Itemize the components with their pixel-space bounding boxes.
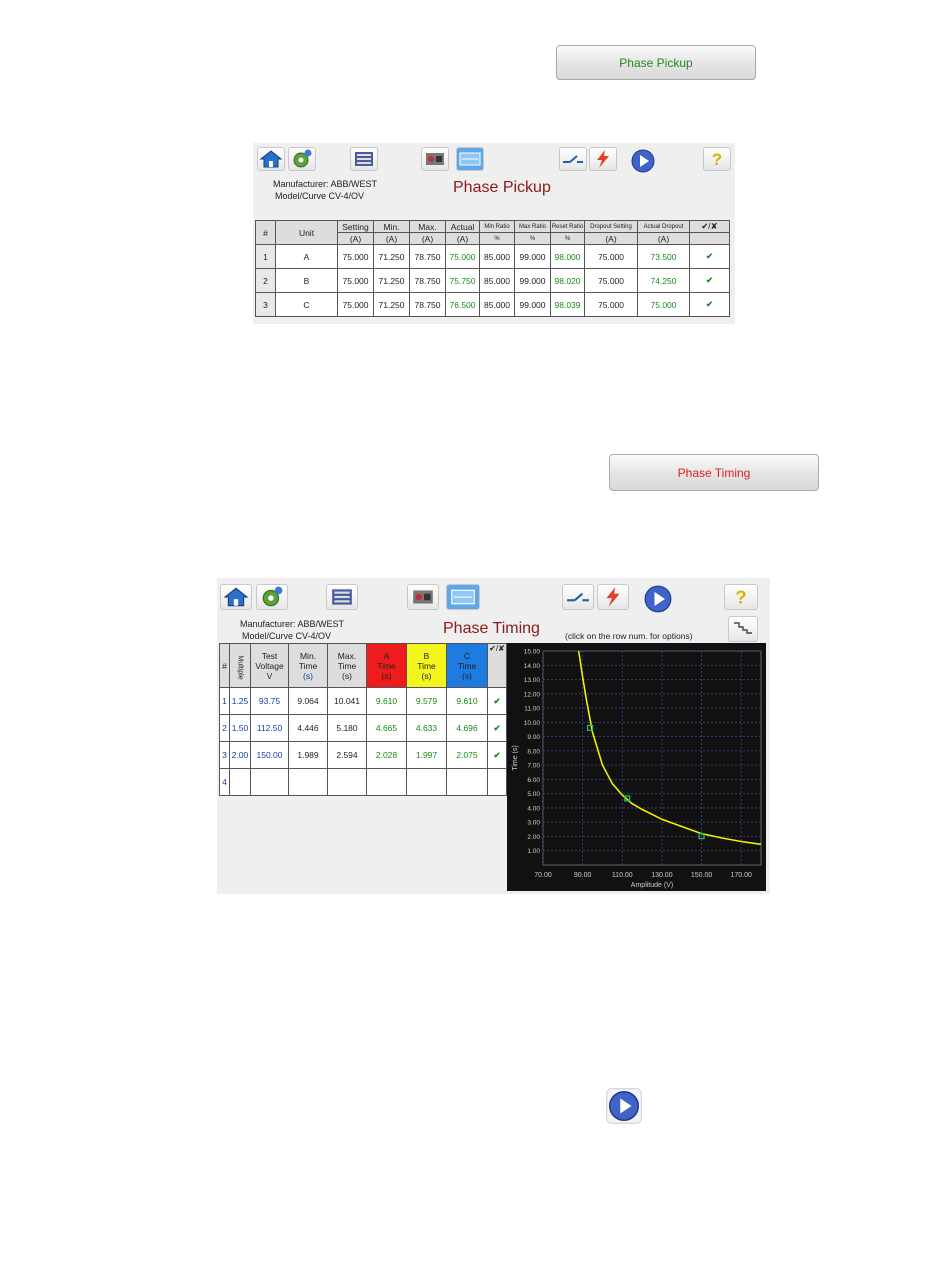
unit-max-ratio: % xyxy=(515,233,551,245)
row-num[interactable]: 3 xyxy=(256,293,276,317)
cell-min-ratio: 85.000 xyxy=(480,269,515,293)
cell-actual: 75.750 xyxy=(446,269,480,293)
table-row[interactable] xyxy=(220,769,507,796)
col-max-time xyxy=(328,644,367,688)
cell-b-time: 9.579 xyxy=(407,688,447,715)
col-c-time xyxy=(447,644,488,688)
x-axis-label: Amplitude (V) xyxy=(630,882,674,889)
help-icon xyxy=(730,586,752,608)
cell-actual-dropout: 75.000 xyxy=(638,293,690,317)
y-tick-label: 10.00 xyxy=(523,719,540,727)
unit-min: (A) xyxy=(374,233,410,245)
cell-voltage[interactable]: 112.50 xyxy=(251,715,289,742)
cell-b-time xyxy=(407,769,447,796)
cell-actual: 76.500 xyxy=(446,293,480,317)
cell-multiple[interactable]: 1.25 xyxy=(230,688,251,715)
cell-min-time: 9.064 xyxy=(289,688,328,715)
cell-c-time: 2.075 xyxy=(447,742,488,769)
unit-reset-ratio: % xyxy=(551,233,585,245)
contact-switch-icon xyxy=(562,151,584,167)
cell-a-time: 9.610 xyxy=(367,688,407,715)
y-tick-label: 8.00 xyxy=(527,748,540,756)
pass-check-icon: ✔ xyxy=(488,715,507,742)
unit-check xyxy=(690,233,730,245)
lightning-icon xyxy=(601,586,625,608)
cell-max-time: 10.041 xyxy=(328,688,367,715)
play-icon xyxy=(644,585,672,613)
cell-min: 71.250 xyxy=(374,269,410,293)
cell-min-ratio: 85.000 xyxy=(480,245,515,269)
manufacturer-label: Manufacturer: xyxy=(273,179,329,189)
y-tick-label: 6.00 xyxy=(527,776,540,784)
play-button[interactable] xyxy=(631,149,655,173)
report-button[interactable] xyxy=(326,584,358,610)
col-num: # xyxy=(256,221,276,245)
col-multiple-label: Multiple xyxy=(236,655,244,680)
phase-timing-panel xyxy=(217,578,770,894)
cell-setting[interactable]: 75.000 xyxy=(338,293,374,317)
manufacturer-value: ABB/WEST xyxy=(330,179,378,189)
y-tick-label: 11.00 xyxy=(524,705,540,713)
pass-check-icon: ✔ xyxy=(488,742,507,769)
table-row[interactable] xyxy=(220,715,507,742)
cell-voltage[interactable] xyxy=(251,769,289,796)
row-num[interactable]: 4 xyxy=(220,769,230,796)
col-unit: Unit xyxy=(276,221,338,245)
help-icon xyxy=(707,149,727,169)
header-line: Time xyxy=(337,660,357,671)
lightning-icon xyxy=(592,149,614,169)
svg-text:?: ? xyxy=(711,150,723,169)
cell-setting[interactable]: 75.000 xyxy=(338,269,374,293)
report-button[interactable] xyxy=(350,147,378,171)
settings-gear-icon xyxy=(291,149,313,169)
cell-min-ratio: 85.000 xyxy=(480,293,515,317)
manufacturer-info xyxy=(240,618,344,642)
col-max-ratio: Max Ratio xyxy=(515,221,551,233)
y-tick-label: 14.00 xyxy=(523,662,540,670)
header-line: Time xyxy=(298,660,318,671)
cell-min-time xyxy=(289,769,328,796)
header-line: B xyxy=(423,650,430,661)
unit-dropout-setting: (A) xyxy=(585,233,638,245)
cell-check xyxy=(488,769,507,796)
y-tick-label: 9.00 xyxy=(527,734,540,742)
col-test-voltage xyxy=(251,644,289,688)
cell-dropout-setting: 75.000 xyxy=(585,269,638,293)
row-num[interactable]: 3 xyxy=(220,742,230,769)
panel-title: Phase Timing xyxy=(443,620,540,637)
y-tick-label: 1.00 xyxy=(527,848,540,856)
x-tick-label: 170.00 xyxy=(730,872,752,879)
settings-button[interactable] xyxy=(256,584,288,610)
header-line: Time xyxy=(417,660,436,671)
col-num: # xyxy=(220,644,230,688)
header-line: (s) xyxy=(303,670,313,681)
cell-c-time: 9.610 xyxy=(447,688,488,715)
col-a-time xyxy=(367,644,407,688)
cell-max-time xyxy=(328,769,367,796)
pass-check-icon: ✔ xyxy=(690,245,730,269)
timing-curve-chart[interactable] xyxy=(507,643,766,891)
y-tick-label: 4.00 xyxy=(527,805,540,813)
svg-text:?: ? xyxy=(735,586,747,608)
row-num[interactable]: 2 xyxy=(256,269,276,293)
cell-b-time: 4.633 xyxy=(407,715,447,742)
col-check: ✔/✘ xyxy=(690,221,730,233)
test-set-button[interactable] xyxy=(407,584,439,610)
cell-voltage[interactable]: 93.75 xyxy=(251,688,289,715)
pickup-table xyxy=(255,220,730,317)
cell-max-ratio: 99.000 xyxy=(515,293,551,317)
cell-actual: 75.000 xyxy=(446,245,480,269)
settings-gear-icon xyxy=(260,586,284,608)
cell-actual-dropout: 73.500 xyxy=(638,245,690,269)
unit-max: (A) xyxy=(410,233,446,245)
header-line: Test xyxy=(261,650,278,661)
row-num[interactable]: 2 xyxy=(220,715,230,742)
cell-reset-ratio: 98.020 xyxy=(551,269,585,293)
panel-title: Phase Pickup xyxy=(453,179,551,196)
plot-area xyxy=(543,651,761,865)
cell-dropout-setting: 75.000 xyxy=(585,245,638,269)
cell-max-time: 2.594 xyxy=(328,742,367,769)
cell-min: 71.250 xyxy=(374,293,410,317)
phase-pickup-button-label: Phase Pickup xyxy=(619,55,693,70)
y-tick-label: 3.00 xyxy=(527,819,540,827)
cell-c-time: 4.696 xyxy=(447,715,488,742)
cell-max: 78.750 xyxy=(410,293,446,317)
cell-voltage[interactable]: 150.00 xyxy=(251,742,289,769)
cell-max: 78.750 xyxy=(410,245,446,269)
header-line: (s) xyxy=(421,670,432,681)
unit-actual-dropout: (A) xyxy=(638,233,690,245)
model-label: Model/Curve xyxy=(242,631,294,641)
phase-timing-button[interactable] xyxy=(609,454,819,491)
cell-min-time: 1.989 xyxy=(289,742,328,769)
cell-unit: B xyxy=(276,269,338,293)
phase-pickup-button[interactable] xyxy=(556,45,756,80)
col-b-time xyxy=(407,644,447,688)
home-button[interactable] xyxy=(257,147,285,171)
x-tick-label: 150.00 xyxy=(690,872,713,879)
y-axis-label: Time (s) xyxy=(512,745,519,771)
phase-config-button[interactable] xyxy=(456,147,484,171)
y-tick-label: 2.00 xyxy=(527,833,540,841)
cell-multiple[interactable]: 1.50 xyxy=(230,715,251,742)
header-line: V xyxy=(266,670,273,681)
x-tick-label: 90.00 xyxy=(573,872,592,879)
header-line: (s) xyxy=(381,670,392,681)
report-icon xyxy=(330,587,354,607)
cell-b-time: 1.997 xyxy=(407,742,447,769)
timing-curve-svg xyxy=(507,643,766,891)
timing-table xyxy=(219,643,507,796)
pass-check-icon: ✔ xyxy=(690,293,730,317)
contact-switch-icon xyxy=(566,588,590,606)
cell-min-time: 4.446 xyxy=(289,715,328,742)
col-dropout-setting: Dropout Setting xyxy=(585,221,638,233)
lightning-button[interactable] xyxy=(589,147,617,171)
table-row[interactable] xyxy=(256,293,730,317)
col-min-ratio: Min Ratio xyxy=(480,221,515,233)
cell-max-time: 5.180 xyxy=(328,715,367,742)
col-check: ✔/✘ xyxy=(488,644,507,688)
settings-button[interactable] xyxy=(288,147,316,171)
cell-reset-ratio: 98.039 xyxy=(551,293,585,317)
table-row[interactable] xyxy=(256,245,730,269)
phase-config-icon xyxy=(459,151,481,167)
manufacturer-info xyxy=(273,178,377,202)
y-tick-label: 5.00 xyxy=(527,791,540,799)
cell-c-time xyxy=(447,769,488,796)
y-tick-label: 13.00 xyxy=(523,677,540,685)
play-icon xyxy=(631,149,655,173)
header-line: (s) xyxy=(462,670,472,681)
test-set-icon xyxy=(424,150,446,168)
cell-actual-dropout: 74.250 xyxy=(638,269,690,293)
row-options-hint: (click on the row num. for options) xyxy=(565,631,693,641)
header-line: Min. xyxy=(299,650,317,661)
x-tick-label: 110.00 xyxy=(611,872,633,879)
phase-config-button[interactable] xyxy=(446,584,480,610)
unit-setting: (A) xyxy=(338,233,374,245)
cell-reset-ratio: 98.000 xyxy=(551,245,585,269)
y-tick-label: 12.00 xyxy=(523,691,540,699)
cell-max-ratio: 99.000 xyxy=(515,269,551,293)
col-min-time xyxy=(289,644,328,688)
cell-unit: A xyxy=(276,245,338,269)
col-multiple xyxy=(230,644,251,688)
curve-view-button[interactable] xyxy=(728,616,758,642)
x-tick-label: 130.00 xyxy=(651,872,673,879)
header-line: Time xyxy=(457,660,477,671)
contact-switch-button[interactable] xyxy=(559,147,587,171)
table-row[interactable] xyxy=(220,742,507,769)
test-set-icon xyxy=(411,587,435,607)
table-row[interactable] xyxy=(220,688,507,715)
manufacturer-value: ABB/WEST xyxy=(297,619,345,629)
play-button[interactable] xyxy=(644,585,672,613)
header-line: Max. xyxy=(337,650,357,661)
x-tick-label: 70.00 xyxy=(534,872,552,879)
help-button[interactable] xyxy=(703,147,731,171)
unit-actual: (A) xyxy=(446,233,480,245)
help-button[interactable] xyxy=(724,584,758,610)
report-icon xyxy=(353,150,375,168)
stepped-curve-icon xyxy=(732,620,754,638)
play-icon xyxy=(606,1088,642,1124)
cell-a-time: 2.028 xyxy=(367,742,407,769)
lightning-button[interactable] xyxy=(597,584,629,610)
col-actual-dropout: Actual Dropout xyxy=(638,221,690,233)
home-button[interactable] xyxy=(220,584,252,610)
model-value: CV-4/OV xyxy=(328,191,365,201)
header-line: A xyxy=(383,650,390,661)
header-line: Voltage xyxy=(255,660,284,671)
pass-check-icon: ✔ xyxy=(690,269,730,293)
test-set-button[interactable] xyxy=(421,147,449,171)
header-line: Time xyxy=(377,660,396,671)
y-tick-label: 15.00 xyxy=(523,648,540,656)
model-label: Model/Curve xyxy=(275,191,327,201)
cell-a-time: 4.665 xyxy=(367,715,407,742)
cell-multiple[interactable]: 2.00 xyxy=(230,742,251,769)
start-test-button[interactable] xyxy=(606,1088,642,1124)
row-num[interactable]: 1 xyxy=(256,245,276,269)
col-actual: Actual xyxy=(446,221,480,233)
cell-max: 78.750 xyxy=(410,269,446,293)
col-setting: Setting xyxy=(338,221,374,233)
header-line: (s) xyxy=(342,670,352,681)
phase-pickup-panel xyxy=(253,143,735,324)
col-reset-ratio: Reset Ratio xyxy=(551,221,585,233)
phase-timing-button-label: Phase Timing xyxy=(677,465,751,480)
cell-setting[interactable]: 75.000 xyxy=(338,245,374,269)
table-row[interactable] xyxy=(256,269,730,293)
manufacturer-label: Manufacturer: xyxy=(240,619,296,629)
header-line: C xyxy=(463,650,471,661)
model-value: CV-4/OV xyxy=(295,631,332,641)
home-icon xyxy=(260,150,282,168)
phase-config-icon xyxy=(450,588,476,606)
col-min: Min. xyxy=(374,221,410,233)
home-icon xyxy=(224,587,248,607)
y-tick-label: 7.00 xyxy=(527,762,540,770)
cell-dropout-setting: 75.000 xyxy=(585,293,638,317)
cell-max-ratio: 99.000 xyxy=(515,245,551,269)
cell-multiple[interactable] xyxy=(230,769,251,796)
cell-a-time xyxy=(367,769,407,796)
cell-unit: C xyxy=(276,293,338,317)
pass-check-icon: ✔ xyxy=(488,688,507,715)
cell-min: 71.250 xyxy=(374,245,410,269)
contact-switch-button[interactable] xyxy=(562,584,594,610)
unit-min-ratio: % xyxy=(480,233,515,245)
col-max: Max. xyxy=(410,221,446,233)
row-num[interactable]: 1 xyxy=(220,688,230,715)
